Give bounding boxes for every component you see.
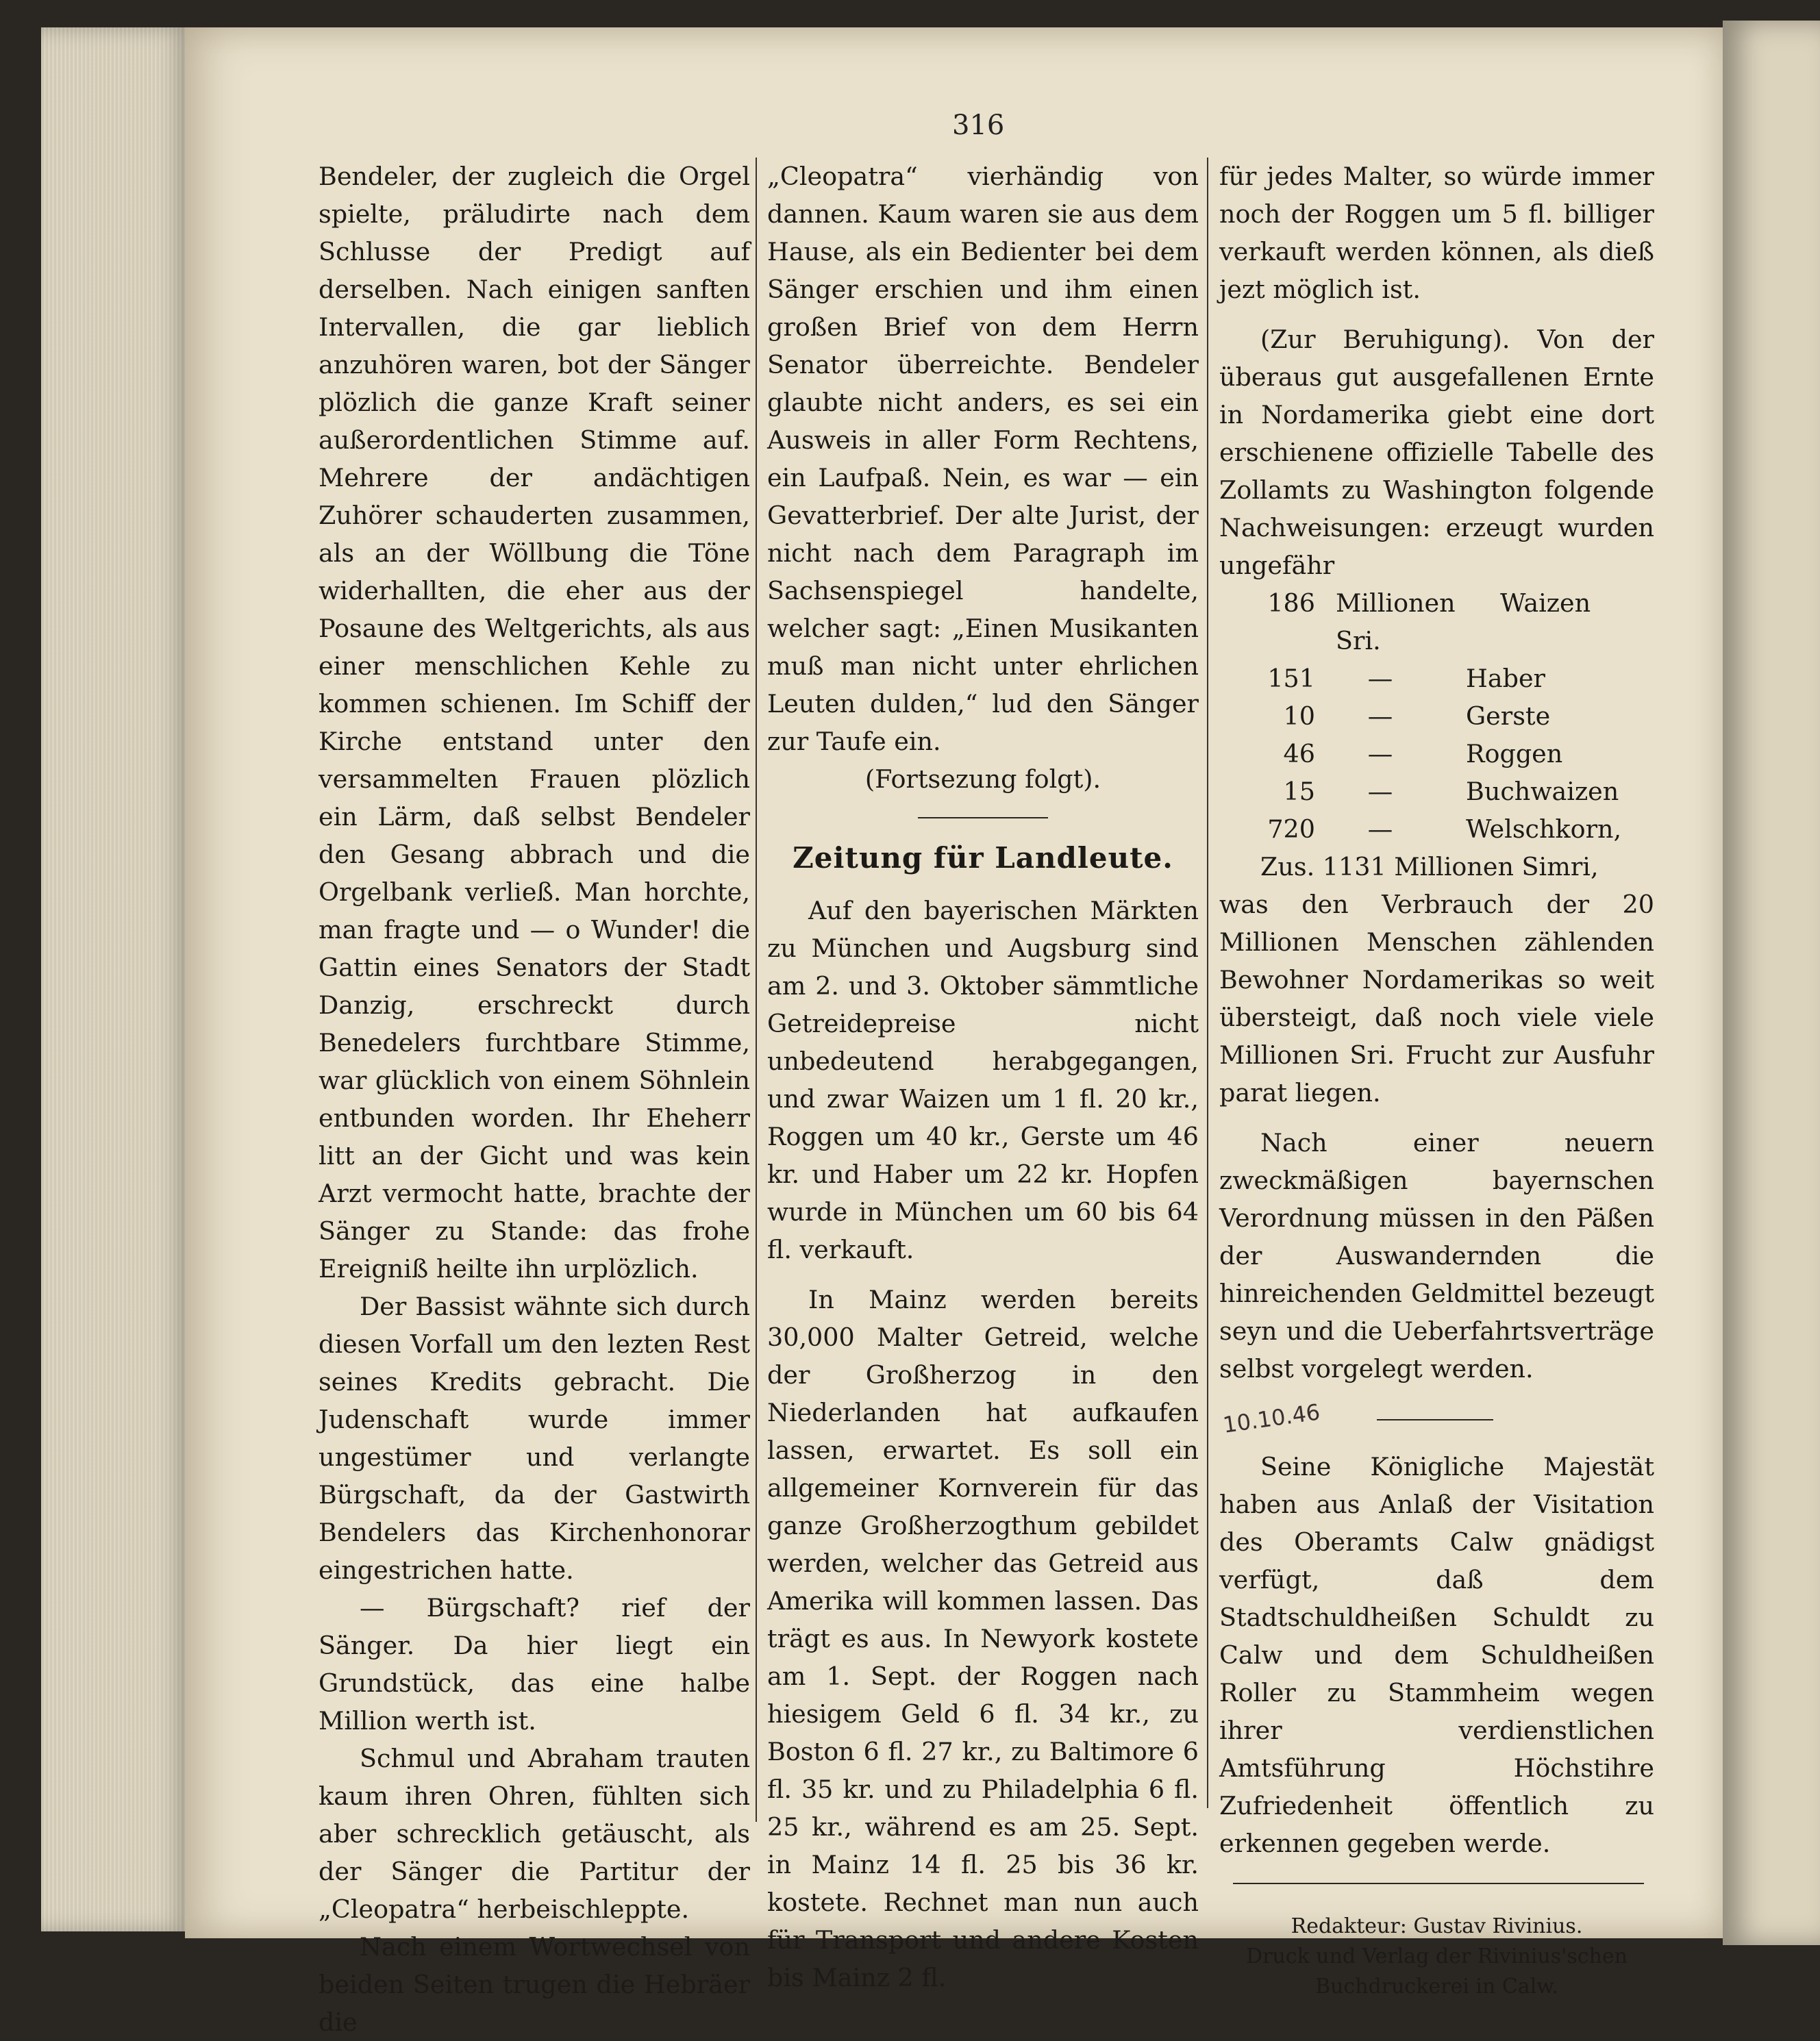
- editor-line: Redakteur: Gustav Rivinius.: [1291, 1914, 1583, 1938]
- book-page-edges: [41, 27, 192, 1931]
- paragraph: Bendeler, der zugleich die Orgel spielte, präludirte nach dem Schlusse der Predigt auf derselben. Nach einigen sanften Intervallen, die gar lieblich anzuhören waren, bot der Sänger plözlich die ganze Kraft seiner außerordentlichen Stimme auf. Mehrere der andächtigen Zuhörer schauderten zusammen, als an der Wöllbung die Töne widerhallten, die eher aus der Posaune des Weltgerichts, als aus einer menschlichen Kehle zu kommen schienen. Im Schiff der Kirche entstand unter den versammelten Frauen plözlich ein Lärm, daß selbst Bendeler den Gesang abbrach und die Orgelbank verließ. Man horchte, man fragte und — o Wunder! die Gattin eines Senators der Stadt Danzig, erschreckt durch Benedelers furchtbare Stimme, war glücklich von einem Söhnlein entbunden worden. Ihr Eheherr litt an der Gicht und was kein Arzt vermocht hatte, brachte der Sänger zu Stande: das frohe Ereigniß heilte ihn urplözlich.: [319, 162, 750, 1284]
- table-cell: Welschkorn,: [1466, 814, 1622, 844]
- next-page-edge: [1723, 21, 1820, 1945]
- table-cell: 186: [1267, 588, 1315, 618]
- paragraph: — Bürgschaft? rief der Sänger. Da hier liegt ein Grundstück, das eine halbe Million werth ist.: [319, 1593, 750, 1736]
- paragraph: „Cleopatra“ vierhändig von dannen. Kaum waren sie aus dem Hause, als ein Bedienter bei dem Sänger erschien und ihm einen großen Brief von dem Herrn Senator überreichte. Bendeler glaubte nicht anders, es sei ein Ausweis in aller Form Rechtens, ein Laufpaß. Nein, es war — ein Gevatterbrief. Der alte Jurist, der nicht nach dem Paragraph im Sachsenspiegel handelte, welcher sagt: „Einen Musikanten muß man nicht unter ehrlichen Leuten dulden,“ lud den Sänger zur Taufe ein.: [767, 162, 1199, 756]
- column-1: [319, 158, 750, 2041]
- table-cell: —: [1367, 664, 1393, 693]
- to-be-continued: (Fortsezung folgt).: [864, 764, 1101, 794]
- table-cell: 720: [1267, 814, 1315, 844]
- column-divider-1: [756, 158, 757, 1822]
- paragraph: (Zur Beruhigung). Von der überaus gut ausgefallenen Ernte in Nordamerika giebt eine dort erschienene offizielle Tabelle des Zollamts zu Washington folgende Nachweisungen: erzeugt wurden ungefähr: [1219, 325, 1654, 580]
- table-cell: —: [1367, 777, 1393, 806]
- paragraph: Nach einem Wortwechsel von beiden Seiten trugen die Hebräer die: [319, 1932, 750, 2037]
- column-2: [767, 158, 1199, 1996]
- paragraph: Schmul und Abraham trauten kaum ihren Ohren, fühlten sich aber schrecklich getäuscht, als der Sänger die Partitur der „Cleopatra“ herbeischleppte.: [319, 1744, 750, 1924]
- table-cell: Waizen: [1500, 588, 1591, 618]
- paragraph: Auf den bayerischen Märkten zu München und Augsburg sind am 2. und 3. Oktober sämmtliche Getreidepreise nicht unbedeutend herabgegangen, und zwar Waizen um 1 fl. 20 kr., Roggen um 40 kr., Gerste um 46 kr. und Haber um 22 kr. Hopfen wurde in München um 60 bis 64 fl. verkauft.: [767, 896, 1199, 1264]
- paragraph: was den Verbrauch der 20 Millionen Menschen zählenden Bewohner Nordamerikas so weit übersteigt, daß noch viele viele Millionen Sri. Frucht zur Ausfuhr parat liegen.: [1219, 890, 1654, 1107]
- section-rule: [918, 817, 1048, 818]
- column-3: [1219, 158, 1654, 2002]
- paragraph: Nach einer neuern zweckmäßigen bayernschen Verordnung müssen in den Päßen der Auswandernden die hinreichenden Geldmittel bezeugt seyn und die Ueberfahrtsverträge selbst vorgelegt werden.: [1219, 1128, 1654, 1383]
- column-divider-2: [1207, 158, 1208, 1808]
- table-cell: Buchwaizen: [1466, 777, 1619, 806]
- imprint-rule: [1233, 1883, 1644, 1884]
- printer-line: Druck und Verlag der Rivinius'schen Buchdruckerei in Calw.: [1246, 1944, 1628, 1999]
- table-sum: Zus. 1131 Millionen Simri,: [1260, 852, 1599, 881]
- page-number: 316: [952, 110, 1005, 141]
- harvest-table: [1247, 584, 1654, 848]
- table-row: [1247, 660, 1654, 697]
- handwritten-date-note: 10.10.46: [1221, 1399, 1322, 1438]
- table-cell: —: [1367, 701, 1393, 731]
- table-cell: —: [1367, 814, 1393, 844]
- section-title: Zeitung für Landleute.: [793, 841, 1173, 875]
- table-row: [1247, 697, 1654, 735]
- paragraph: für jedes Malter, so würde immer noch der Roggen um 5 fl. billiger verkauft werden können, als dieß jezt möglich ist.: [1219, 162, 1654, 304]
- table-cell: Gerste: [1466, 701, 1551, 731]
- paragraph: Der Bassist wähnte sich durch diesen Vorfall um den lezten Rest seines Kredits gebracht. Die Judenschaft wurde immer ungestümer und verlangte Bürgschaft, da der Gastwirth Bendelers das Kirchenhonorar eingestrichen hatte.: [319, 1292, 750, 1585]
- table-row: [1247, 773, 1654, 810]
- table-cell: Roggen: [1466, 739, 1563, 768]
- table-cell: Millionen Sri.: [1336, 588, 1456, 655]
- table-row: [1247, 735, 1654, 773]
- table-cell: Haber: [1466, 664, 1546, 693]
- dateline: [1219, 1400, 1654, 1441]
- section-rule: [1377, 1419, 1493, 1420]
- paragraph: Seine Königliche Majestät haben aus Anlaß der Visitation des Oberamts Calw gnädigst verfügt, daß dem Stadtschuldheißen Schuldt zu Calw und dem Schuldheißen Roller zu Stammheim wegen ihrer verdienstlichen Amtsführung Höchstihre Zufriedenheit öffentlich zu erkennen gegeben werde.: [1219, 1452, 1654, 1858]
- table-cell: 15: [1283, 777, 1315, 806]
- table-cell: 10: [1283, 701, 1315, 731]
- table-cell: —: [1367, 739, 1393, 768]
- table-cell: 46: [1283, 739, 1315, 768]
- paragraph: In Mainz werden bereits 30,000 Malter Getreid, welche der Großherzog in den Niederlanden hat aufkaufen lassen, erwartet. Es soll ein allgemeiner Kornverein für das ganze Großherzogthum gebildet werden, welcher das Getreid aus Amerika will kommen lassen. Das trägt es aus. In Newyork kostete am 1. Sept. der Roggen nach hiesigem Geld 6 fl. 34 kr., zu Boston 6 fl. 27 kr., zu Baltimore 6 fl. 35 kr. und zu Philadelphia 6 fl. 25 kr., während es am 25. Sept. in Mainz 14 fl. 25 bis 36 kr. kostete. Rechnet man nun auch für Transport und andere Kosten bis Mainz 2 fl.: [767, 1285, 1199, 1992]
- table-row: [1247, 584, 1654, 660]
- table-cell: 151: [1267, 664, 1315, 693]
- table-row: [1247, 810, 1654, 848]
